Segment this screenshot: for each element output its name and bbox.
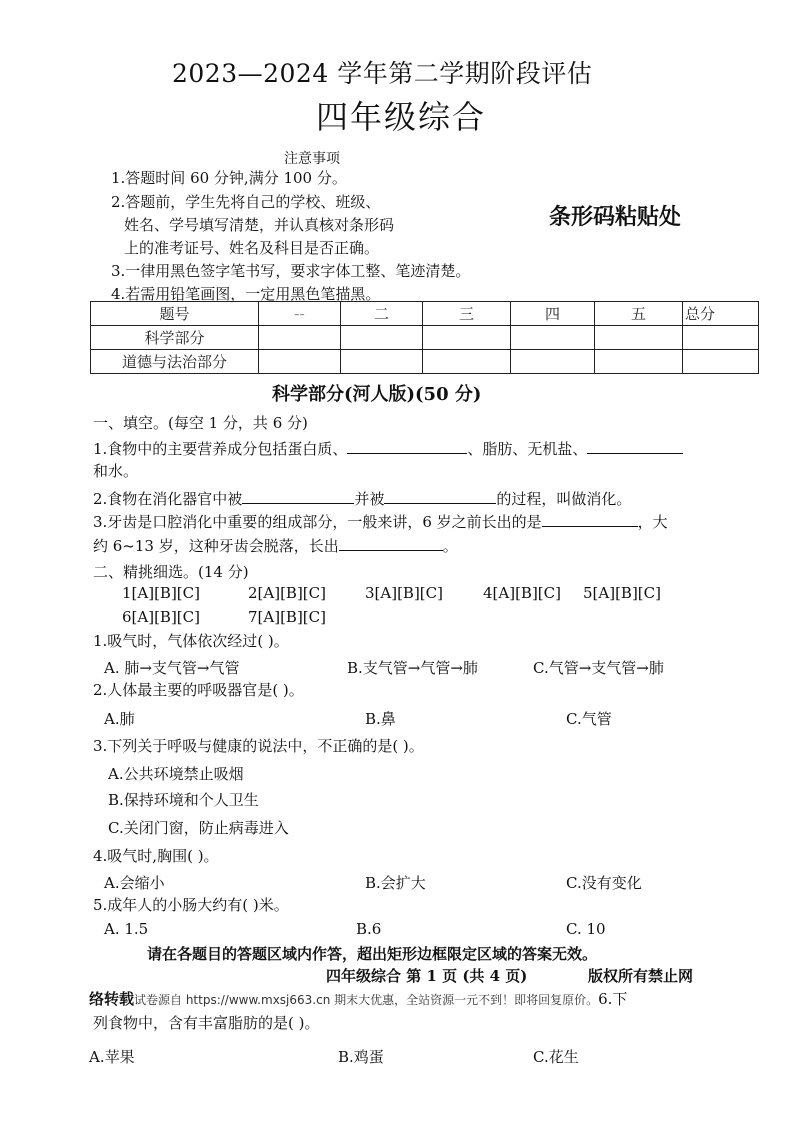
answer-bubble-group[interactable]: 5[A][B][C] [583,584,661,602]
option-b[interactable]: B.支气管→气管→肺 [347,659,478,677]
score-cell[interactable] [683,326,759,350]
notice-item: 姓名、学号填写清楚，并认真核对条形码 [124,216,395,234]
table-header-cell: 题号 [91,302,259,326]
answer-bubble-group[interactable]: 7[A][B][C] [248,608,326,626]
table-row-label: 道德与法治部分 [91,350,259,374]
option-a[interactable]: A. 肺→支气管→气管 [104,659,240,677]
option-a[interactable]: A.肺 [104,710,135,728]
score-cell[interactable] [511,350,595,374]
copyright-notice-cont: 络转载 [89,990,135,1008]
question-fill-3b [93,535,458,556]
notice-item: 2.答题前，学生先将自己的学校、班级、 [111,193,381,211]
question-fill-3 [93,511,668,532]
score-cell[interactable] [595,326,683,350]
option-b[interactable]: B.鼻 [365,710,396,728]
score-cell[interactable] [341,326,423,350]
answer-blank[interactable] [587,439,683,454]
watermark-line [89,988,627,1009]
option-b[interactable]: B.会扩大 [365,874,426,892]
option-c[interactable]: C.关闭门窗，防止病毒进入 [108,819,289,837]
question-stem: 2.人体最主要的呼吸器官是( )。 [93,681,304,699]
score-table [90,301,759,374]
question-stem: 1.吸气时，气体依次经过( )。 [93,632,289,650]
option-c[interactable]: C. 10 [566,920,606,938]
question-text: 2.食物在消化器官中被 [93,490,243,508]
option-a[interactable]: A.公共环境禁止吸烟 [108,765,244,783]
table-header-cell: 四 [511,302,595,326]
answer-bubble-group[interactable]: 6[A][B][C] [122,608,200,626]
question-text: 和水。 [93,462,139,480]
notice-heading: 注意事项 [284,151,340,167]
option-a[interactable]: A.会缩小 [104,874,165,892]
table-header-cell: 总分 [683,302,759,326]
question-stem: 列食物中，含有丰富脂肪的是( )。 [93,1014,320,1032]
exam-subtitle: 四年级综合 [316,98,487,136]
question-text: 6.下 [598,990,628,1008]
answer-blank[interactable] [542,512,638,527]
notice-item: 1.答题时间 60 分钟,满分 100 分。 [111,169,347,187]
barcode-area-label: 条形码粘贴处 [549,205,682,230]
answer-bubble-group[interactable]: 1[A][B][C] [122,584,200,602]
question-stem: 5.成年人的小肠大约有( )米。 [93,896,289,914]
option-b[interactable]: B.鸡蛋 [338,1048,384,1066]
notice-item: 3.一律用黑色签字笔书写，要求字体工整、笔迹清楚。 [111,262,471,280]
score-cell[interactable] [683,350,759,374]
table-row-label: 科学部分 [91,326,259,350]
table-header-cell: 三 [423,302,511,326]
score-cell[interactable] [511,326,595,350]
answer-blank[interactable] [347,439,467,454]
score-cell[interactable] [423,326,511,350]
option-c[interactable]: C.气管→支气管→肺 [533,659,664,677]
question-text: 。 [442,537,458,555]
question-stem: 3.下列关于呼吸与健康的说法中，不正确的是( )。 [93,737,424,755]
option-b[interactable]: B.6 [356,920,382,938]
option-b[interactable]: B.保持环境和个人卫生 [108,791,259,809]
answer-blank[interactable] [242,489,354,504]
question-text: 的过程，叫做消化。 [496,490,632,508]
question-text: 并被 [354,490,385,508]
source-watermark: 试卷源自 https://www.mxsj663.cn 期末大优惠，全站资源一元不到！即将回复原价。 [134,993,599,1007]
option-a[interactable]: A. 1.5 [104,920,149,938]
question-stem: 4.吸气时,胸围( )。 [93,847,219,865]
part-heading: 一、填空。(每空 1 分，共 6 分) [93,414,308,432]
table-row [91,302,759,326]
question-text: 约 6~13 岁，这种牙齿会脱落，长出 [93,537,339,555]
notice-item: 4.若需用铅笔画图，一定用黑色笔描黑。 [111,285,381,303]
question-fill-1 [93,438,683,459]
question-fill-2 [93,488,631,509]
answer-blank[interactable] [384,489,496,504]
score-cell[interactable] [423,350,511,374]
score-cell[interactable] [595,350,683,374]
score-cell[interactable] [341,350,423,374]
copyright-notice: 版权所有禁止网 [588,967,694,985]
answer-blank[interactable] [339,536,443,551]
answer-bubble-group[interactable]: 4[A][B][C] [483,584,561,602]
table-row [91,350,759,374]
section-title: 科学部分(河人版)(50 分) [272,384,482,405]
exam-title: 2023—2024 学年第二学期阶段评估 [172,59,593,88]
part-heading: 二、精挑细选。(14 分) [93,563,249,581]
answer-bubble-group[interactable]: 3[A][B][C] [365,584,443,602]
table-header-cell: -- [259,302,341,326]
option-c[interactable]: C.花生 [533,1048,579,1066]
question-text: ，大 [637,513,668,531]
score-cell[interactable] [259,326,341,350]
page-number: 四年级综合 第 1 页 (共 4 页) [326,967,528,985]
notice-item: 上的准考证号、姓名及科目是否正确。 [124,239,380,257]
table-header-cell: 二 [341,302,423,326]
question-text: 3.牙齿是口腔消化中重要的组成部分，一般来讲，6 岁之前长出的是 [93,513,542,531]
score-cell[interactable] [259,350,341,374]
question-text: 、脂肪、无机盐、 [467,440,588,458]
answer-bubble-group[interactable]: 2[A][B][C] [248,584,326,602]
option-c[interactable]: C.气管 [566,710,612,728]
question-text: 1.食物中的主要营养成分包括蛋白质、 [93,440,348,458]
option-a[interactable]: A.苹果 [89,1048,135,1066]
answer-area-notice: 请在各题目的答题区域内作答，超出矩形边框限定区域的答案无效。 [147,945,598,963]
table-row [91,326,759,350]
table-header-cell: 五 [595,302,683,326]
option-c[interactable]: C.没有变化 [566,874,642,892]
